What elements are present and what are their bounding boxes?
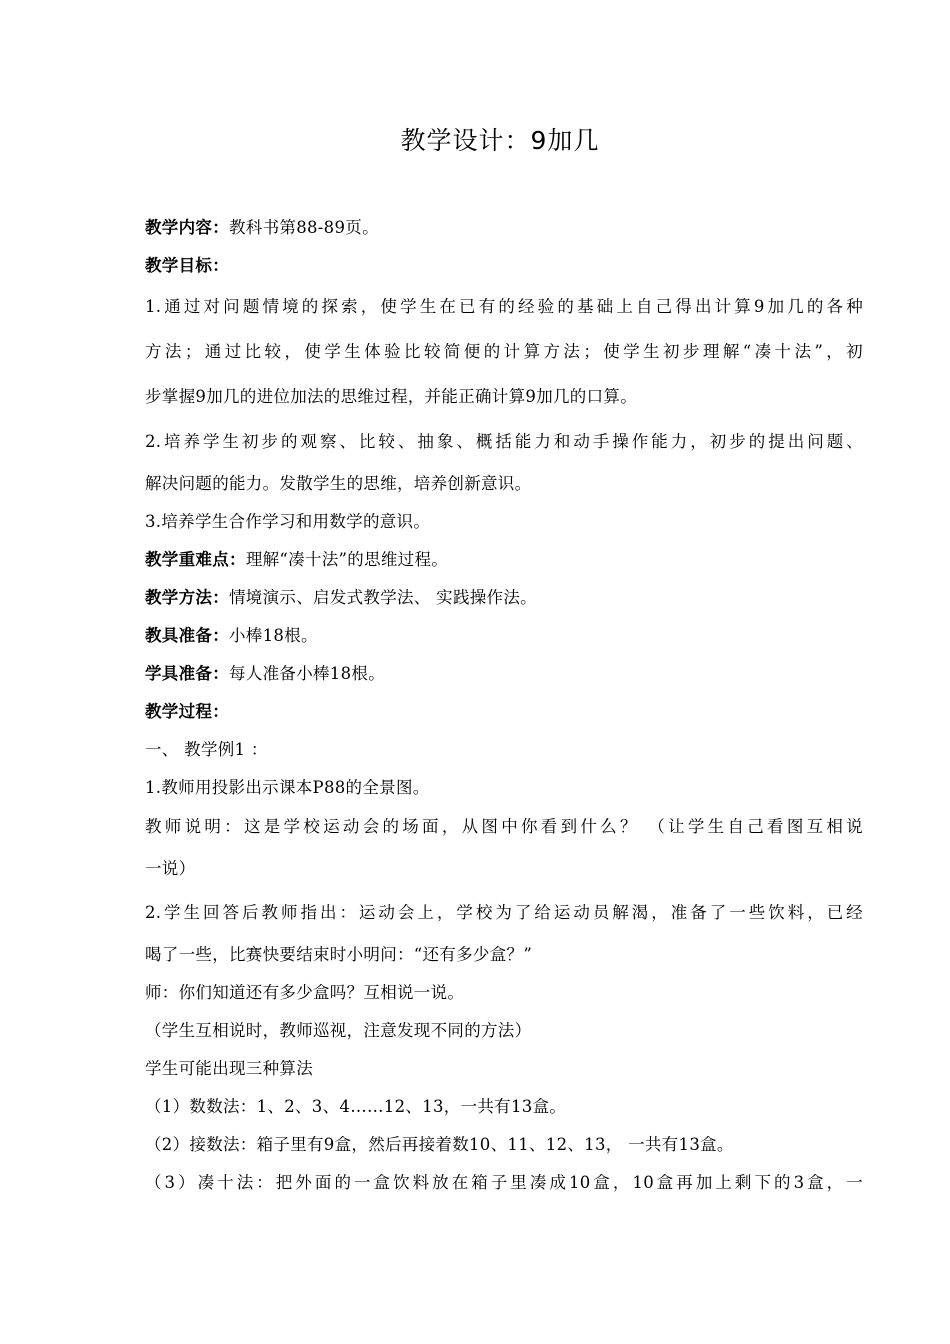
- teacher-explain-line-1: 教师说明：这是学校运动会的场面，从图中你看到什么？ （让学生自己看图互相说: [145, 817, 863, 836]
- content-text: 教科书第88-89页。: [229, 218, 379, 237]
- teacher-explain-line-2: 一说）: [145, 859, 196, 878]
- method-2: （2）接数法：箱子里有9盒，然后再接着数10、11、12、13， 一共有13盒。: [145, 1135, 734, 1154]
- student-tools-label: 学具准备：: [145, 664, 229, 683]
- key-points-line: [145, 544, 863, 582]
- student-tools-text: 每人准备小棒18根。: [229, 664, 385, 683]
- key-points-text: 理解“凑十法”的思维过程。: [245, 550, 449, 569]
- step-2-line-2: 喝了一些，比赛快要结束时小明问：“还有多少盒？”: [145, 945, 533, 964]
- document-body: [145, 212, 863, 1205]
- method-1: （1）数数法：1、2、3、4……12、13，一共有13盒。: [145, 1097, 567, 1116]
- content-label: 教学内容：: [145, 218, 229, 237]
- step-1: 1.教师用投影出示课本P88的全景图。: [145, 778, 430, 797]
- content-line: [145, 212, 863, 250]
- step-2-line-1: 2.学生回答后教师指出：运动会上，学校为了给运动员解渴，准备了一些饮料，已经: [145, 903, 863, 922]
- teacher-tools-text: 小棒18根。: [229, 626, 318, 645]
- method-3: （3）凑十法：把外面的一盒饮料放在箱子里凑成10盒，10盒再加上剩下的3盒，一: [145, 1173, 863, 1192]
- student-tools-line: [145, 658, 863, 696]
- process-label: 教学过程：: [145, 702, 229, 721]
- methods-label: 教学方法：: [145, 588, 229, 607]
- teacher-tools-line: [145, 620, 863, 658]
- objectives-label: 教学目标：: [145, 256, 229, 275]
- objective-1-line-2: 方法；通过比较，使学生体验比较简便的计算方法；使学生初步理解“凑十法”，初: [145, 342, 863, 361]
- objective-2-line-1: 2.培养学生初步的观察、比较、抽象、概括能力和动手操作能力，初步的提出问题、: [145, 432, 863, 451]
- teacher-question: 师：你们知道还有多少盒吗？互相说一说。: [145, 983, 465, 1002]
- document-title: 教学设计：9加几: [400, 126, 600, 155]
- key-points-label: 教学重难点：: [145, 550, 246, 569]
- objective-3: 3.培养学生合作学习和用数学的意识。: [145, 512, 431, 531]
- objectives-heading: [145, 250, 863, 288]
- teacher-note: （学生互相说时，教师巡视，注意发现不同的方法）: [145, 1021, 532, 1040]
- methods-intro: 学生可能出现三种算法: [145, 1059, 313, 1078]
- process-section-1: 一、 教学例1 ：: [145, 740, 268, 759]
- objective-2-line-2: 解决问题的能力。发散学生的思维，培养创新意识。: [145, 474, 532, 493]
- process-heading: [145, 696, 863, 734]
- methods-text: 情境演示、启发式教学法、 实践操作法。: [229, 588, 537, 607]
- methods-line: [145, 582, 863, 620]
- objective-1-line-3: 步掌握9加几的进位加法的思维过程，并能正确计算9加几的口算。: [145, 387, 637, 406]
- teacher-tools-label: 教具准备：: [145, 626, 229, 645]
- objective-1-line-1: 1.通过对问题情境的探索，使学生在已有的经验的基础上自己得出计算9加几的各种: [145, 297, 863, 316]
